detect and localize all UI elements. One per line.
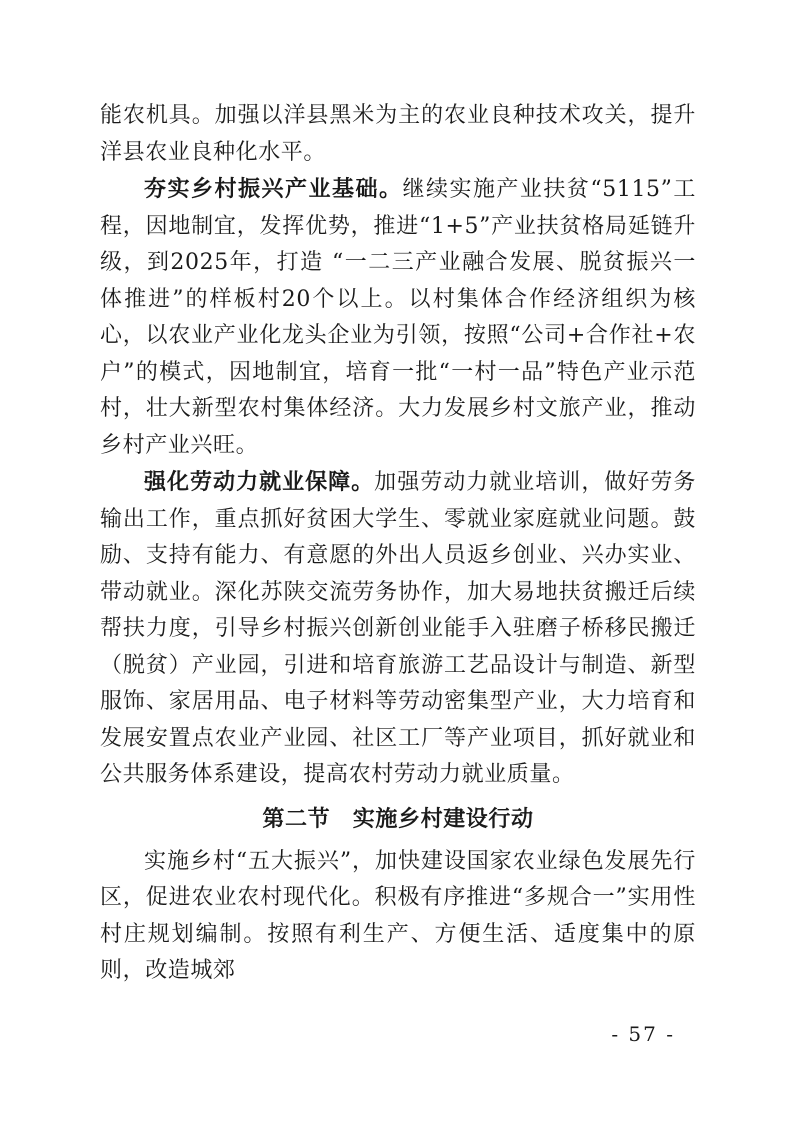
paragraph-continued	[100, 98, 696, 171]
page-number: - 57 -	[611, 1022, 675, 1046]
paragraph-lead-heading: 夯实乡村振兴产业基础。	[144, 176, 403, 202]
paragraph-employment	[100, 464, 696, 794]
body-text	[100, 98, 696, 990]
paragraph-industry-foundation	[100, 171, 696, 464]
paragraph-rural-construction	[100, 844, 696, 990]
paragraph-text: 继续实施产业扶贫“5115”工程，因地制宜，发挥优势，推进“1+5”产业扶贫格局延链升级，到2025年，打造 “一二三产业融合发展、脱贫振兴一体推进”的样板村20个以上。以村集体合作经济组织为核心，以农业产业化龙头企业为引领，按照“公司+合作社+农户”的模式，因地制宜，培育一批“一村一品”特色产业示范村，壮大新型农村集体经济。大力发展乡村文旅产业，推动乡村产业兴旺。	[100, 177, 696, 458]
paragraph-text: 实施乡村“五大振兴”，加快建设国家农业绿色发展先行区，促进农业农村现代化。积极有序推进“多规合一”实用性村庄规划编制。按照有利生产、方便生活、适度集中的原则，改造城郊	[100, 848, 696, 983]
section-heading: 第二节 实施乡村建设行动	[262, 805, 534, 832]
paragraph-lead-heading: 强化劳动力就业保障。	[144, 469, 375, 495]
paragraph-text: 能农机具。加强以洋县黑米为主的农业良种技术攻关，提升洋县农业良种化水平。	[100, 103, 696, 165]
paragraph-text: 加强劳动力就业培训，做好劳务输出工作，重点抓好贫困大学生、零就业家庭就业问题。鼓励、支持有能力、有意愿的外出人员返乡创业、兴办实业、带动就业。深化苏陕交流劳务协作，加大易地扶贫搬迁后续帮扶力度，引导乡村振兴创新创业能手入驻磨子桥移民搬迁（脱贫）产业园，引进和培育旅游工艺品设计与制造、新型服饰、家居用品、电子材料等劳动密集型产业，大力培育和发展安置点农业产业园、社区工厂等产业项目，抓好就业和公共服务体系建设，提高农村劳动力就业质量。	[100, 470, 696, 787]
